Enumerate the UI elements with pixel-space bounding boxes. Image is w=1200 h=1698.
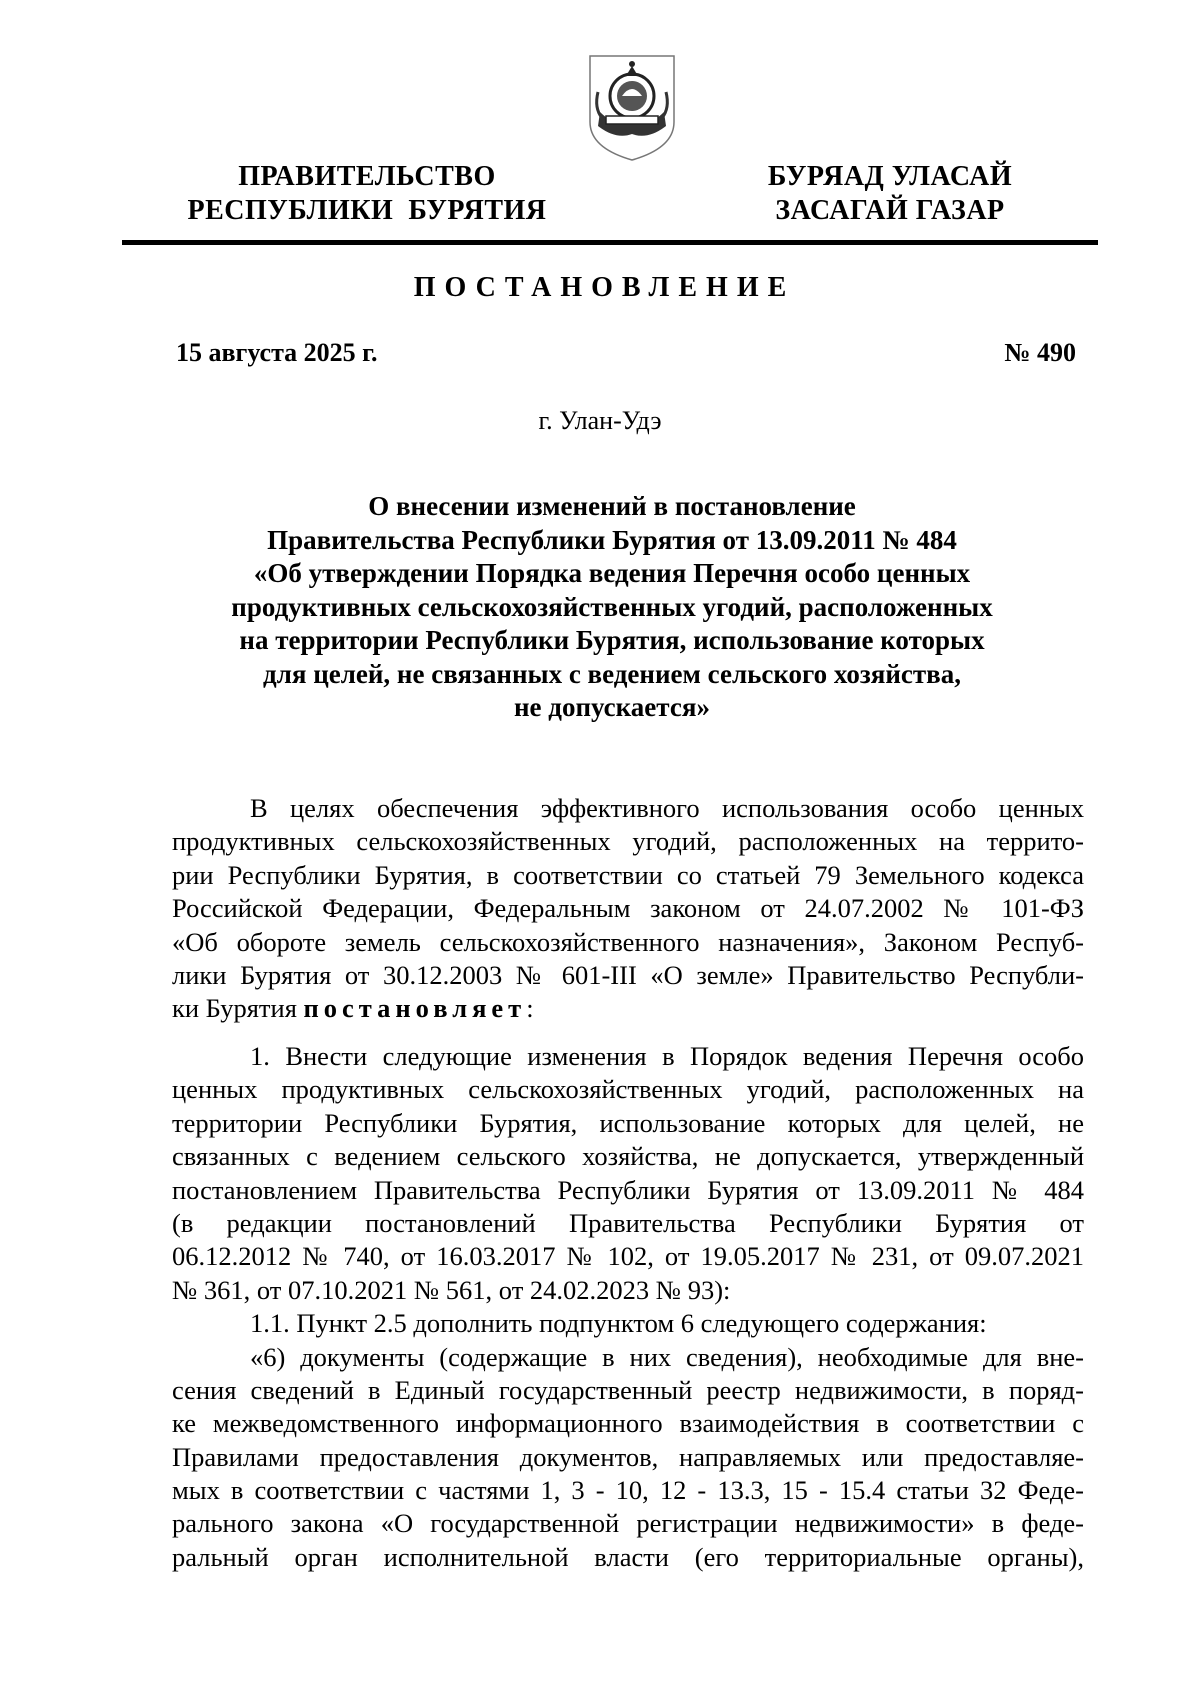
government-name-russian: [172, 160, 562, 228]
item-1-line: 1. Внести следующие изменения в Порядок ведения Перечня особо: [250, 1041, 1084, 1071]
coat-of-arms-icon: [586, 52, 678, 164]
header-left-line-2: РЕСПУБЛИКИ БУРЯТИЯ: [187, 195, 547, 226]
item-1-1-line: 1.1. Пункт 2.5 дополнить подпунктом 6 следующего содержания:: [250, 1308, 987, 1339]
title-line: на территории Республики Бурятия, использование которых: [239, 625, 985, 655]
subitem-6-line: мых в соответствии с частями 1, 3 - 10, 12 - 13.3, 15 - 15.4 статьи 32 Феде-: [172, 1475, 1084, 1506]
resolution-verb: постановляет: [303, 993, 527, 1024]
item-1-line: № 361, от 07.10.2021 № 561, от 24.02.2023 № 93):: [172, 1274, 731, 1305]
header-divider: [122, 240, 1098, 245]
subitem-6-line: рального закона «О государственной регистрации недвижимости» в феде-: [172, 1508, 1084, 1539]
preamble-line: лики Бурятия от 30.12.2003 № 601-III «О земле» Правительство Республи-: [172, 959, 1084, 990]
item-1-section: [172, 1040, 1084, 1574]
header-right-line-1: БУРЯАД УЛАСАЙ: [767, 161, 1013, 192]
item-1-line: ценных продуктивных сельскохозяйственных угодий, расположенных на: [172, 1074, 1084, 1105]
title-line: продуктивных сельскохозяйственных угодий, расположенных: [231, 591, 993, 622]
document-city: г. Улан-Удэ: [538, 406, 662, 435]
subitem-6-line: ке межведомственного информационного взаимодействия в соответствии с: [172, 1408, 1084, 1439]
document-number: № 490: [1004, 338, 1076, 367]
preamble-last-prefix: ки Бурятия: [172, 993, 304, 1024]
item-1-line: территории Республики Бурятия, использование которых для целей, не: [172, 1107, 1084, 1138]
preamble-last-suffix: :: [526, 993, 534, 1024]
title-line: не допускается»: [514, 692, 710, 722]
header-right-line-2: ЗАСАГАЙ ГАЗАР: [775, 195, 1005, 226]
subitem-6-line: сения сведений в Единый государственный реестр недвижимости, в поряд-: [172, 1374, 1084, 1405]
document-title: [172, 490, 1052, 725]
preamble-line: В целях обеспечения эффективного использования особо ценных: [250, 793, 1084, 823]
government-name-buryat: [740, 160, 1040, 228]
preamble-line: рии Республики Бурятия, в соответствии со статьей 79 Земельного кодекса: [172, 859, 1084, 890]
title-line: «Об утверждении Порядка ведения Перечня особо ценных: [253, 558, 971, 588]
title-line: Правительства Республики Бурятия от 13.09.2011 № 484: [267, 524, 957, 555]
item-1-line: связанных с ведением сельского хозяйства, не допускается, утвержденный: [172, 1141, 1084, 1172]
item-1-line: постановлением Правительства Республики Бурятия от 13.09.2011 № 484: [172, 1174, 1084, 1205]
title-line: О внесении изменений в постановление: [368, 491, 856, 521]
title-line: для целей, не связанных с ведением сельского хозяйства,: [263, 658, 961, 689]
preamble-last-line: [172, 992, 1084, 1025]
subitem-6-line: ральный орган исполнительной власти (его территориальные органы),: [172, 1541, 1084, 1572]
preamble-paragraph: [172, 792, 1084, 1026]
item-1-line: 06.12.2012 № 740, от 16.03.2017 № 102, от 19.05.2017 № 231, от 09.07.2021: [172, 1241, 1084, 1272]
subitem-6-line: «6) документы (содержащие в них сведения), необходимые для вне-: [250, 1341, 1084, 1372]
preamble-line: Российской Федерации, Федеральным законом от 24.07.2002 № 101-ФЗ: [172, 893, 1084, 924]
document-date: 15 августа 2025 г.: [176, 338, 378, 367]
item-1-line: (в редакции постановлений Правительства Республики Бурятия от: [172, 1207, 1084, 1238]
document-type: ПОСТАНОВЛЕНИЕ: [413, 272, 796, 303]
preamble-line: продуктивных сельскохозяйственных угодий, расположенных на террито-: [172, 826, 1084, 857]
subitem-6-line: Правилами предоставления документов, направляемых или предоставляе-: [172, 1441, 1084, 1472]
header-left-line-1: ПРАВИТЕЛЬСТВО: [238, 161, 496, 192]
preamble-line: «Об обороте земель сельскохозяйственного назначения», Законом Респуб-: [172, 926, 1084, 957]
